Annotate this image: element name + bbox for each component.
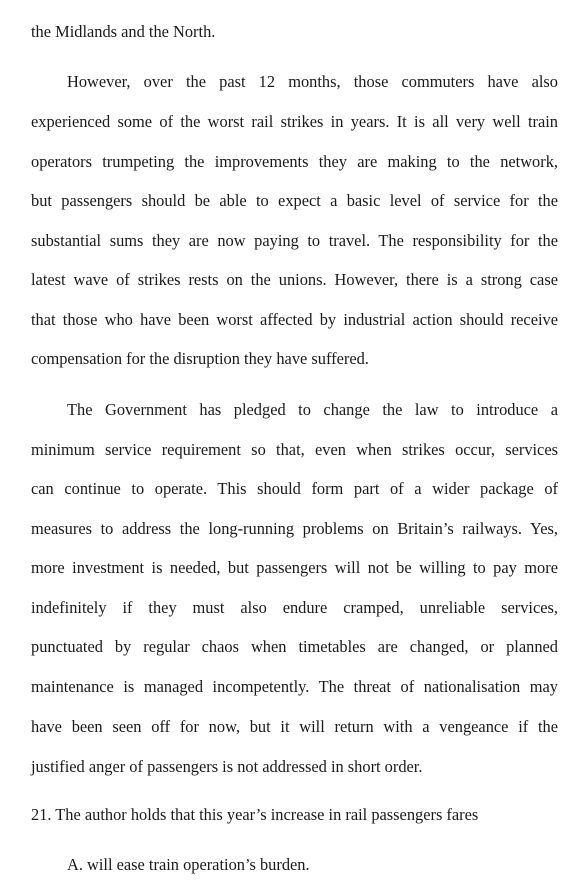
paragraph-line: experienced some of the worst rail strikes in years. It is all very well train	[31, 112, 558, 131]
paragraph-line: However, over the past 12 months, those commuters have also	[67, 72, 558, 91]
paragraph-line: that those who have been worst affected by industrial action should receive	[31, 310, 558, 329]
paragraph-line: have been seen off for now, but it will return with a vengeance if the	[31, 717, 558, 736]
paragraph-line: The Government has pledged to change the law to introduce a	[67, 400, 558, 419]
paragraph-line: latest wave of strikes rests on the unions. However, there is a strong case	[31, 270, 558, 289]
paragraph-line: justified anger of passengers is not addressed in short order.	[31, 757, 423, 776]
paragraph-line: indefinitely if they must also endure cramped, unreliable services,	[31, 598, 558, 617]
paragraph-line: the Midlands and the North.	[31, 22, 216, 41]
paragraph-line: operators trumpeting the improvements they are making to the network,	[31, 152, 558, 171]
paragraph-line: measures to address the long-running problems on Britain’s railways. Yes,	[31, 519, 558, 538]
paragraph-line: more investment is needed, but passengers will not be willing to pay more	[31, 558, 558, 577]
answer-option-a: A. will ease train operation’s burden.	[67, 855, 310, 874]
paragraph-line: minimum service requirement so that, even when strikes occur, services	[31, 440, 558, 459]
paragraph-line: maintenance is managed incompetently. The threat of nationalisation may	[31, 677, 558, 696]
question-text: 21. The author holds that this year’s increase in rail passengers fares	[31, 805, 479, 824]
paragraph-line: substantial sums they are now paying to travel. The responsibility for the	[31, 231, 558, 250]
paragraph-line: punctuated by regular chaos when timetables are changed, or planned	[31, 637, 558, 656]
paragraph-line: but passengers should be able to expect a basic level of service for the	[31, 191, 558, 210]
paragraph-line: compensation for the disruption they have suffered.	[31, 349, 369, 368]
paragraph-line: can continue to operate. This should form part of a wider package of	[31, 479, 558, 498]
